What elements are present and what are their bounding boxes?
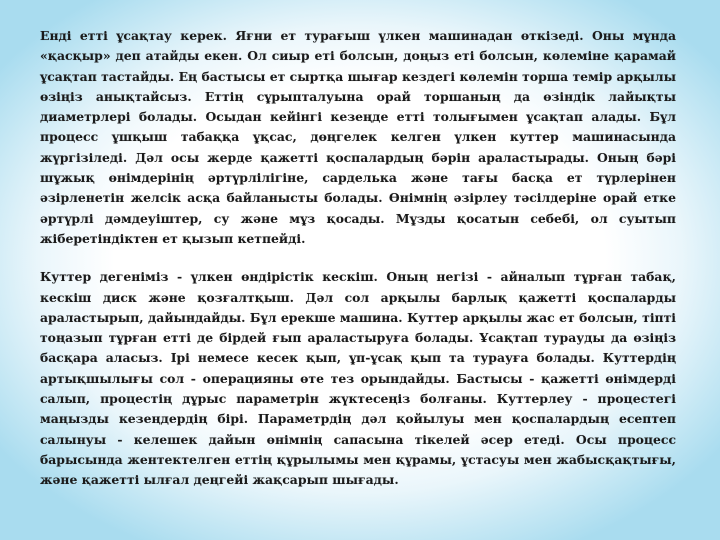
paragraph-cutter-machine: Куттер дегеніміз - үлкен өндірістік кескіш. Оның негізі - айналып тұрған табақ, кескіш диск және қозғалтқыш. Дәл сол арқылы барлық қажетті қоспаларды араластырып, дайындайды. Бұл ерекше машина. Куттер арқылы жас ет болсын, тіпті тоңазып тұрған етті де бірдей ғып араластыруға болады. Ұсақтап турауды да өзіңіз басқара аласыз. Ірі немесе кесек қып, ұп-ұсақ қып та турауға болады. Куттердің артықшылығы сол - операцияны өте тез орындайды. Бастысы - қажетті өнімдерді салып, процестің дұрыс параметрін жүктесеңіз болғаны. Куттерлеу - процестегі маңызды кезеңдердің бірі. Параметрдің дәл қойылуы мен қоспалардың есептеп салынуы - келешек дайын өнімнің сапасына тікелей әсер етеді. Осы процесс барысында жентектелген еттің құрылымы мен құрамы, ұстасуы мен жабысқақтығы, және қажетті ылғал деңгейі жақсарып шығады. — [40, 269, 676, 488]
text-body — [40, 26, 676, 491]
paragraph-meat-grinding: Енді етті ұсақтау керек. Яғни ет турағыш үлкен машинадан өткізеді. Оны мұнда «қасқыр» деп атайды екен. Ол сиыр еті болсын, доңыз еті болсын, көлеміне қарамай ұсақтап тастайды. Ең бастысы ет сыртқа шығар кездегі көлемін торша темір арқылы өзіңіз анықтайсыз. Еттің сұрыпталуына орай торшаның да өзіндік лайықты диаметрлері болады. Осыдан кейінгі кезеңде етті толығымен ұсақтап алады. Бұл процесс ұшқыш табаққа ұқсас, дөңгелек келген үлкен куттер машинасында жүргізіледі. Дәл осы жерде қажетті қоспалардың бәрін араластырады. Оның бәрі шұжық өнімдерінің әртүрлілігіне, сарделька және тағы басқа ет түрлерінен әзірленетін желсік асқа байланысты болады. Өнімнің әзірлеу тәсілдеріне орай етке әртүрлі дәмдеуіштер, су және мұз қосады. Мұзды қосатын себебі, ол суытып жіберетіндіктен ет қызып кетпейді. — [40, 28, 676, 246]
